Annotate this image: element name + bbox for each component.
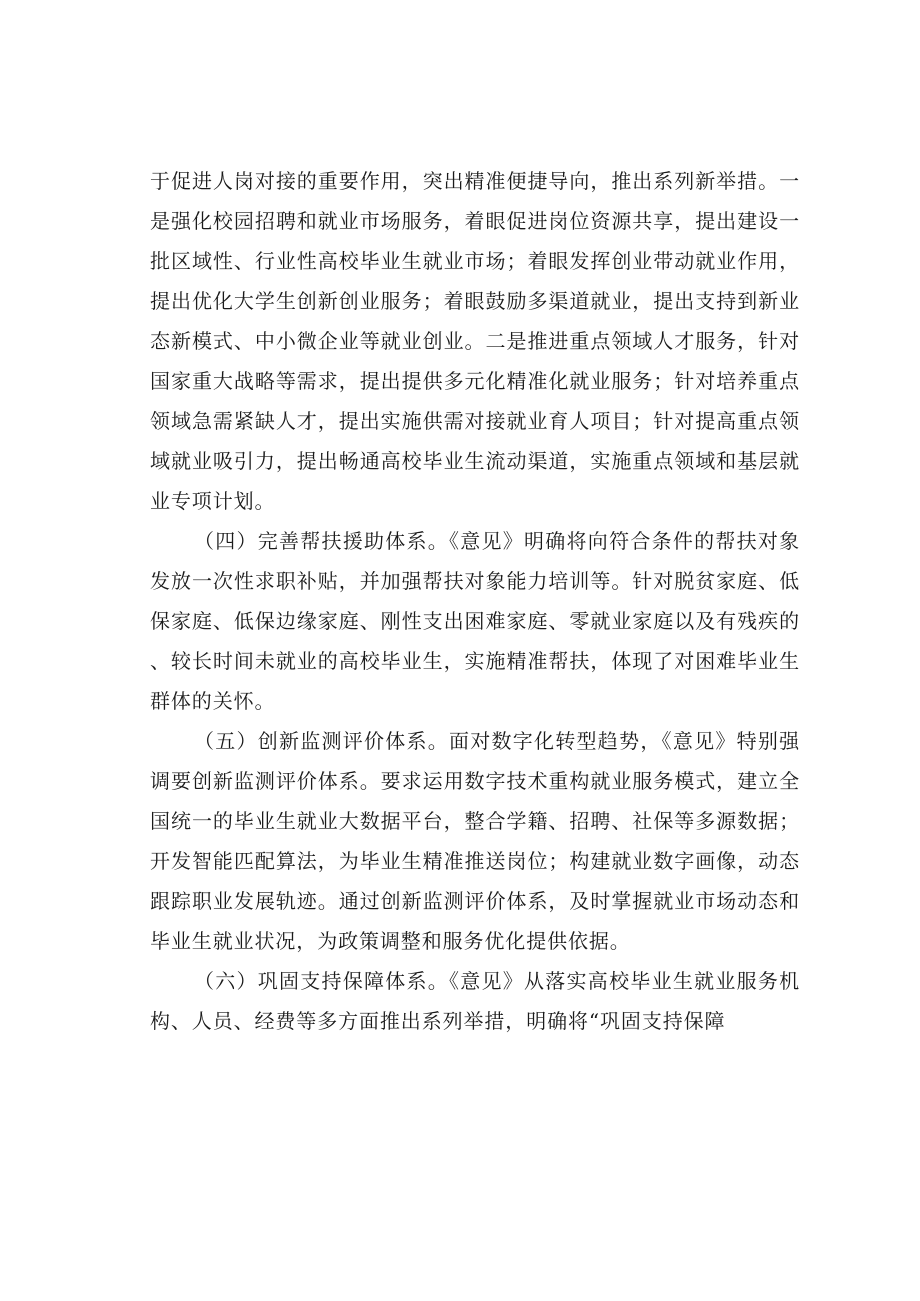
- paragraph-assistance-system: （四）完善帮扶援助体系。《意见》明确将向符合条件的帮扶对象发放一次性求职补贴，并加强帮扶对象能力培训等。针对脱贫家庭、低保家庭、低保边缘家庭、刚性支出困难家庭、零就业家庭以及有残疾的、较长时间未就业的高校毕业生，实施精准帮扶，体现了对困难毕业生群体的关怀。: [150, 529, 800, 713]
- document-body: [150, 161, 800, 1041]
- paragraph-support-system: （六）巩固支持保障体系。《意见》从落实高校毕业生就业服务机构、人员、经费等多方面推出系列举措，明确将“巩固支持保障: [150, 969, 800, 1033]
- paragraph-continuation: 于促进人岗对接的重要作用，突出精准便捷导向，推出系列新举措。一是强化校园招聘和就业市场服务，着眼促进岗位资源共享，提出建设一批区域性、行业性高校毕业生就业市场；着眼发挥创业带动就业作用，提出优化大学生创新创业服务；着眼鼓励多渠道就业，提出支持到新业态新模式、中小微企业等就业创业。二是推进重点领域人才服务，针对国家重大战略等需求，提出提供多元化精准化就业服务；针对培养重点领域急需紧缺人才，提出实施供需对接就业育人项目；针对提高重点领域就业吸引力，提出畅通高校毕业生流动渠道，实施重点领域和基层就业专项计划。: [150, 169, 800, 513]
- paragraph-monitoring-system: （五）创新监测评价体系。面对数字化转型趋势，《意见》特别强调要创新监测评价体系。要求运用数字技术重构就业服务模式，建立全国统一的毕业生就业大数据平台，整合学籍、招聘、社保等多源数据；开发智能匹配算法，为毕业生精准推送岗位；构建就业数字画像，动态跟踪职业发展轨迹。通过创新监测评价体系，及时掌握就业市场动态和毕业生就业状况，为政策调整和服务优化提供依据。: [150, 729, 800, 953]
